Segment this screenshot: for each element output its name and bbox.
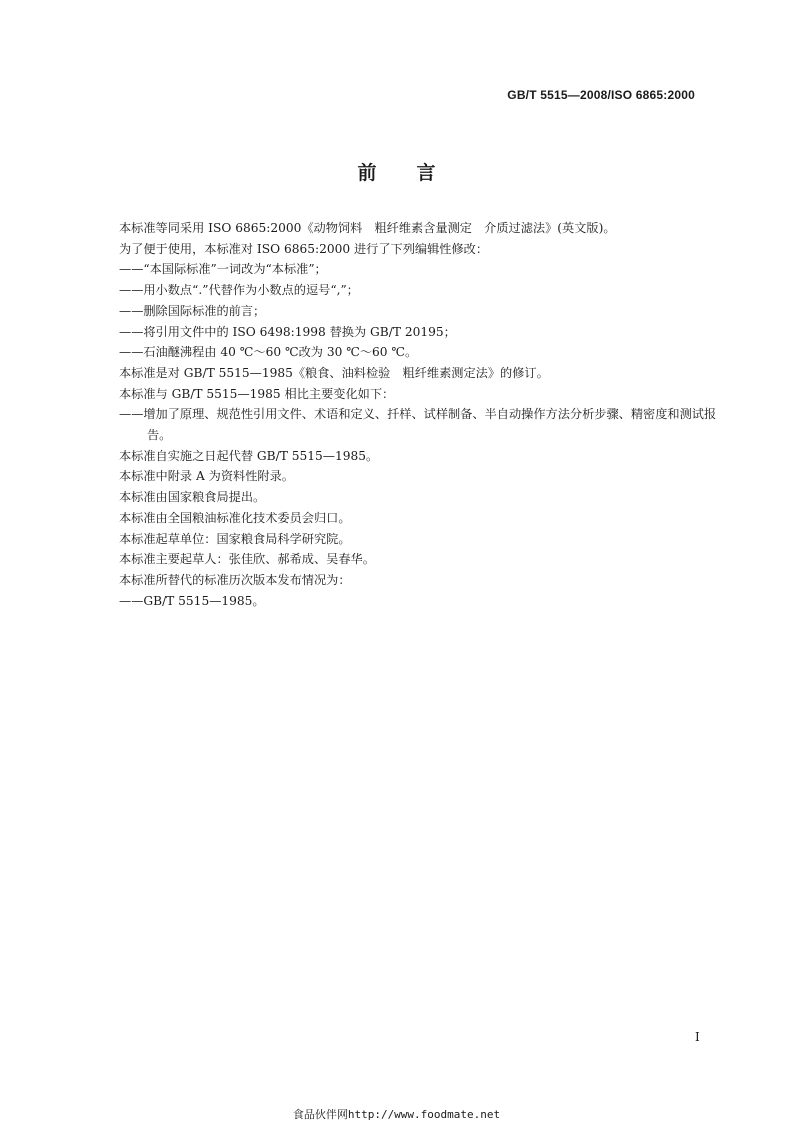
preface-paragraph: 本标准是对 GB/T 5515—1985《粮食、油料检验 粗纤维素测定法》的修订。 (119, 365, 549, 380)
preface-paragraph: ——“本国际标准”一词改为“本标准”； (119, 262, 327, 277)
standard-code-header: GB/T 5515—2008/ISO 6865:2000 (507, 88, 695, 102)
page-number: I (695, 1030, 700, 1044)
preface-paragraph: 为了便于使用，本标准对 ISO 6865:2000 进行了下列编辑性修改： (119, 241, 489, 256)
preface-paragraph: 本标准与 GB/T 5515—1985 相比主要变化如下： (119, 386, 395, 401)
preface-paragraph: 本标准主要起草人：张佳欣、郝希成、吴春华。 (119, 552, 375, 567)
preface-paragraph: 本标准由国家粮食局提出。 (119, 490, 266, 505)
preface-paragraph: 本标准自实施之日起代替 GB/T 5515—1985。 (119, 448, 379, 463)
preface-paragraph: ——将引用文件中的 ISO 6498:1998 替换为 GB/T 20195； (119, 324, 456, 339)
preface-paragraph: 本标准起草单位：国家粮食局科学研究院。 (119, 531, 351, 546)
preface-paragraph: ——石油醚沸程由 40 ℃～60 ℃改为 30 ℃～60 ℃。 (119, 345, 418, 360)
page-title: 前言 (357, 162, 476, 184)
preface-paragraph: 本标准由全国粮油标准化技术委员会归口。 (119, 510, 351, 525)
preface-paragraph: ——增加了原理、规范性引用文件、术语和定义、扦样、试样制备、半自动操作方法分析步骤、精密度和测试报告。 (119, 407, 717, 443)
preface-paragraph: 本标准所替代的标准历次版本发布情况为： (119, 572, 351, 587)
footer-watermark-link[interactable]: 食品伙伴网http://www.foodmate.net (292, 1108, 501, 1121)
preface-body (119, 218, 719, 611)
preface-paragraph: ——GB/T 5515—1985。 (119, 593, 265, 608)
preface-paragraph: ——用小数点“.”代替作为小数点的逗号“,”； (119, 283, 359, 298)
preface-paragraph: 本标准中附录 A 为资料性附录。 (119, 469, 294, 484)
preface-paragraph: 本标准等同采用 ISO 6865:2000《动物饲料 粗纤维素含量测定 介质过滤法》(英文版)。 (119, 221, 616, 235)
preface-paragraph: ——删除国际标准的前言； (119, 303, 266, 318)
